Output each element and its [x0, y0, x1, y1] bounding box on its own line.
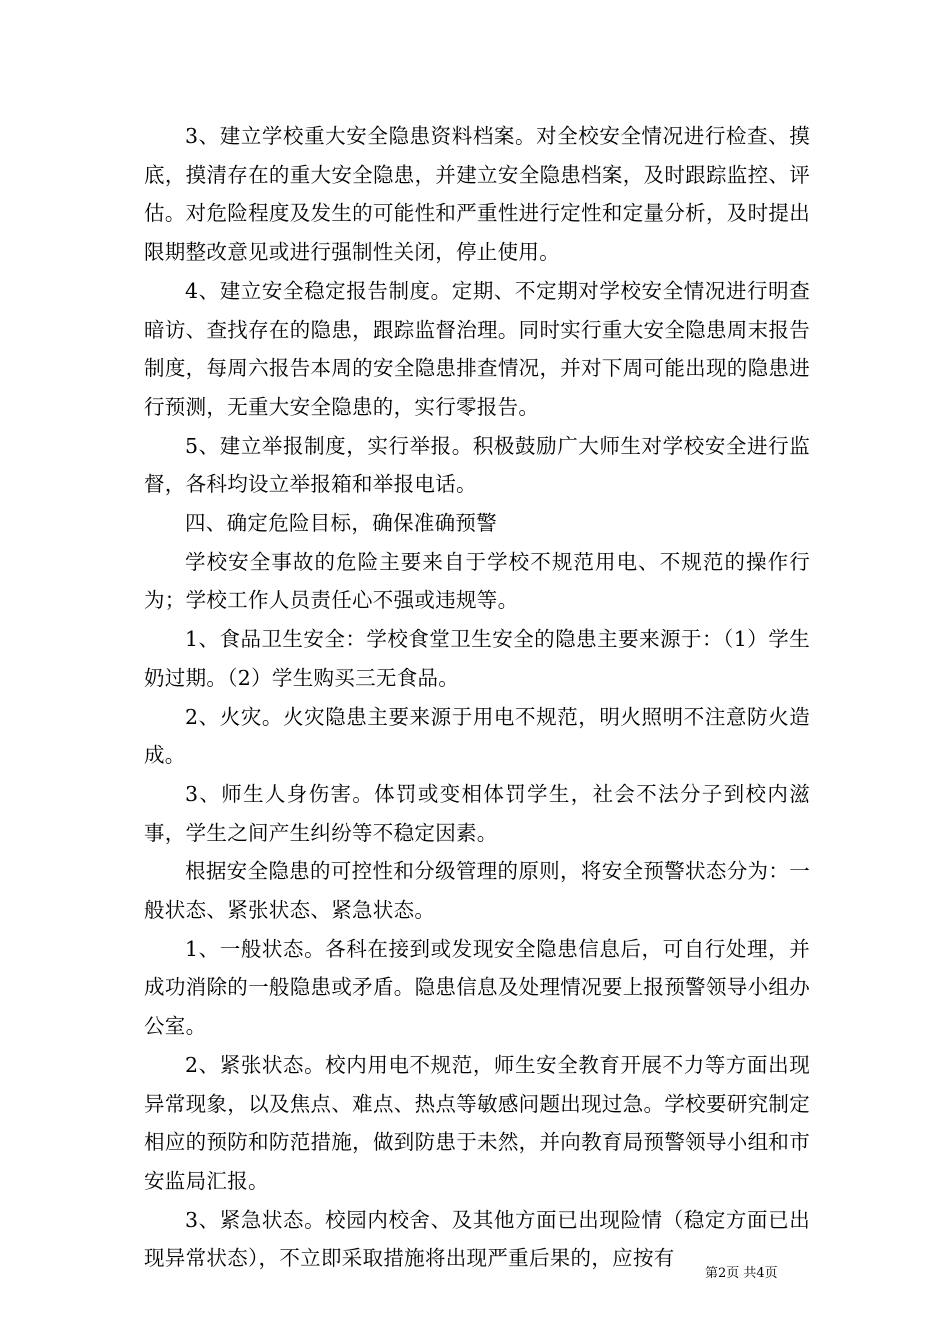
- paragraph-general-state: 1、一般状态。各科在接到或发现安全隐患信息后，可自行处理，并成功消除的一般隐患或矛盾。隐患信息及处理情况要上报预警领导小组办公室。: [144, 936, 810, 1039]
- paragraph-report-system: 4、建立安全稳定报告制度。定期、不定期对学校安全情况进行明查暗访、查找存在的隐患，跟踪监督治理。同时实行重大安全隐患周末报告制度，每周六报告本周的安全隐患排查情况，并对下周可能出现的隐患进行预测，无重大安全隐患的，实行零报告。: [144, 278, 810, 419]
- paragraph-injury: 3、师生人身伤害。体罚或变相体罚学生，社会不法分子到校内滋事，学生之间产生纠纷等不稳定因素。: [144, 781, 810, 845]
- document-body: [144, 117, 810, 1278]
- paragraph-fire: 2、火灾。火灾隐患主要来源于用电不规范，明火照明不注意防火造成。: [144, 704, 810, 768]
- paragraph-risk-source: 学校安全事故的危险主要来自于学校不规范用电、不规范的操作行为；学校工作人员责任心不强或违规等。: [144, 549, 810, 613]
- paragraph-whistleblow: 5、建立举报制度，实行举报。积极鼓励广大师生对学校安全进行监督，各科均设立举报箱和举报电话。: [144, 433, 810, 497]
- paragraph-archive: 3、建立学校重大安全隐患资料档案。对全校安全情况进行检查、摸底，摸清存在的重大安全隐患，并建立安全隐患档案，及时跟踪监控、评估。对危险程度及发生的可能性和严重性进行定性和定量分析，及时提出限期整改意见或进行强制性关闭，停止使用。: [144, 124, 810, 265]
- section-heading: 四、确定危险目标，确保准确预警: [185, 511, 497, 536]
- paragraph-emergency-state: 3、紧急状态。校园内校舍、及其他方面已出现险情（稳定方面已出现异常状态），不立即采取措施将出现严重后果的，应按有: [144, 1207, 810, 1271]
- page-number-footer: 第2页 共4页: [705, 1266, 778, 1281]
- paragraph-warning-levels: 根据安全隐患的可控性和分级管理的原则，将安全预警状态分为：一般状态、紧张状态、紧急状态。: [144, 859, 810, 923]
- paragraph-food-safety: 1、食品卫生安全：学校食堂卫生安全的隐患主要来源于：（1）学生奶过期。（2）学生购买三无食品。: [144, 627, 810, 690]
- paragraph-tense-state: 2、紧张状态。校内用电不规范，师生安全教育开展不力等方面出现异常现象，以及焦点、难点、热点等敏感问题出现过急。学校要研究制定相应的预防和防范措施，做到防患于未然，并向教育局预警领导小组和市安监局汇报。: [144, 1052, 810, 1193]
